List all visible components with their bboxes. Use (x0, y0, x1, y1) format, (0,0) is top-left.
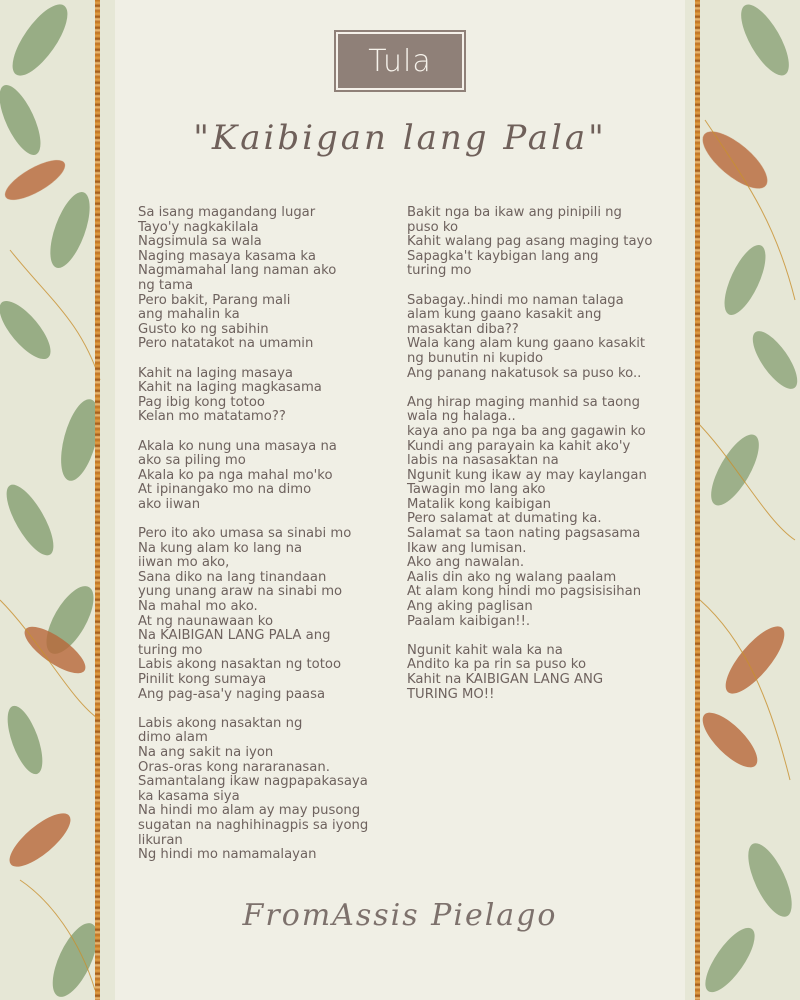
poem-right-column: Bakit nga ba ikaw ang pinipili ng puso ko Kahit walang pag asang maging tayo Sapagka't kaybigan lang ang turing mo Sabagay..hindi mo naman talaga alam kung gaano kasakit ang masaktan diba?? Wala kang alam kung gaano kasakit ng bunutin ni kupido Ang panang nakatusok sa puso ko.. Ang hirap maging manhid sa taong wala ng halaga.. kaya ano pa nga ba ang gagawin ko Kundi ang parayain ka kahit ako'y labis na nasasaktan na Ngunit kung ikaw ay may kaylangan Tawagin mo lang ako Matalik kong kaibigan Pero salamat at dumating ka. Salamat sa taon nating pagsasama Ikaw ang lumisan. Ako ang nawalan. Aalis din ako ng walang paalam At alam kong hindi mo pagsisisihan Ang aking paglisan Paalam kaibigan!!. Ngunit kahit wala ka na Andito ka pa rin sa puso ko Kahit na KAIBIGAN LANG ANG TURING MO!! (407, 205, 653, 702)
left-gold-border-line (95, 0, 100, 1000)
leaf-decoration-icon (685, 0, 800, 1000)
poem-left-column: Sa isang magandang lugar Tayo'y nagkakilala Nagsimula sa wala Naging masaya kasama ka Nagmamahal lang naman ako ng tama Pero bakit, Parang mali ang mahalin ka Gusto ko ng sabihin Pero natatakot na umamin Kahit na laging masaya Kahit na laging magkasama Pag ibig kong totoo Kelan mo matatamo?? Akala ko nung una masaya na ako sa piling mo Akala ko pa nga mahal mo'ko At ipinangako mo na dimo ako iiwan Pero ito ako umasa sa sinabi mo Na kung alam ko lang na iiwan mo ako, Sana diko na lang tinandaan yung unang araw na sinabi mo Na mahal mo ako. At ng naunawaan ko Na KAIBIGAN LANG PALA ang turing mo Labis akong nasaktan ng totoo Pinilit kong sumaya Ang pag-asa'y naging paasa Labis akong nasaktan ng dimo alam Na ang sakit na iyon Oras-oras kong nararanasan. Samantalang ikaw nagpapakasaya ka kasama siya Na hindi mo alam ay may pusong sugatan na naghihinagpis sa iyong likuran Ng hindi mo namamalayan (138, 205, 369, 863)
tula-badge: Tula (336, 32, 464, 90)
right-leaf-border (685, 0, 800, 1000)
right-gold-border-line (695, 0, 700, 1000)
poem-title: "Kaibigan lang Pala" (193, 118, 607, 158)
author-signature: FromAssis Pielago (242, 898, 558, 933)
